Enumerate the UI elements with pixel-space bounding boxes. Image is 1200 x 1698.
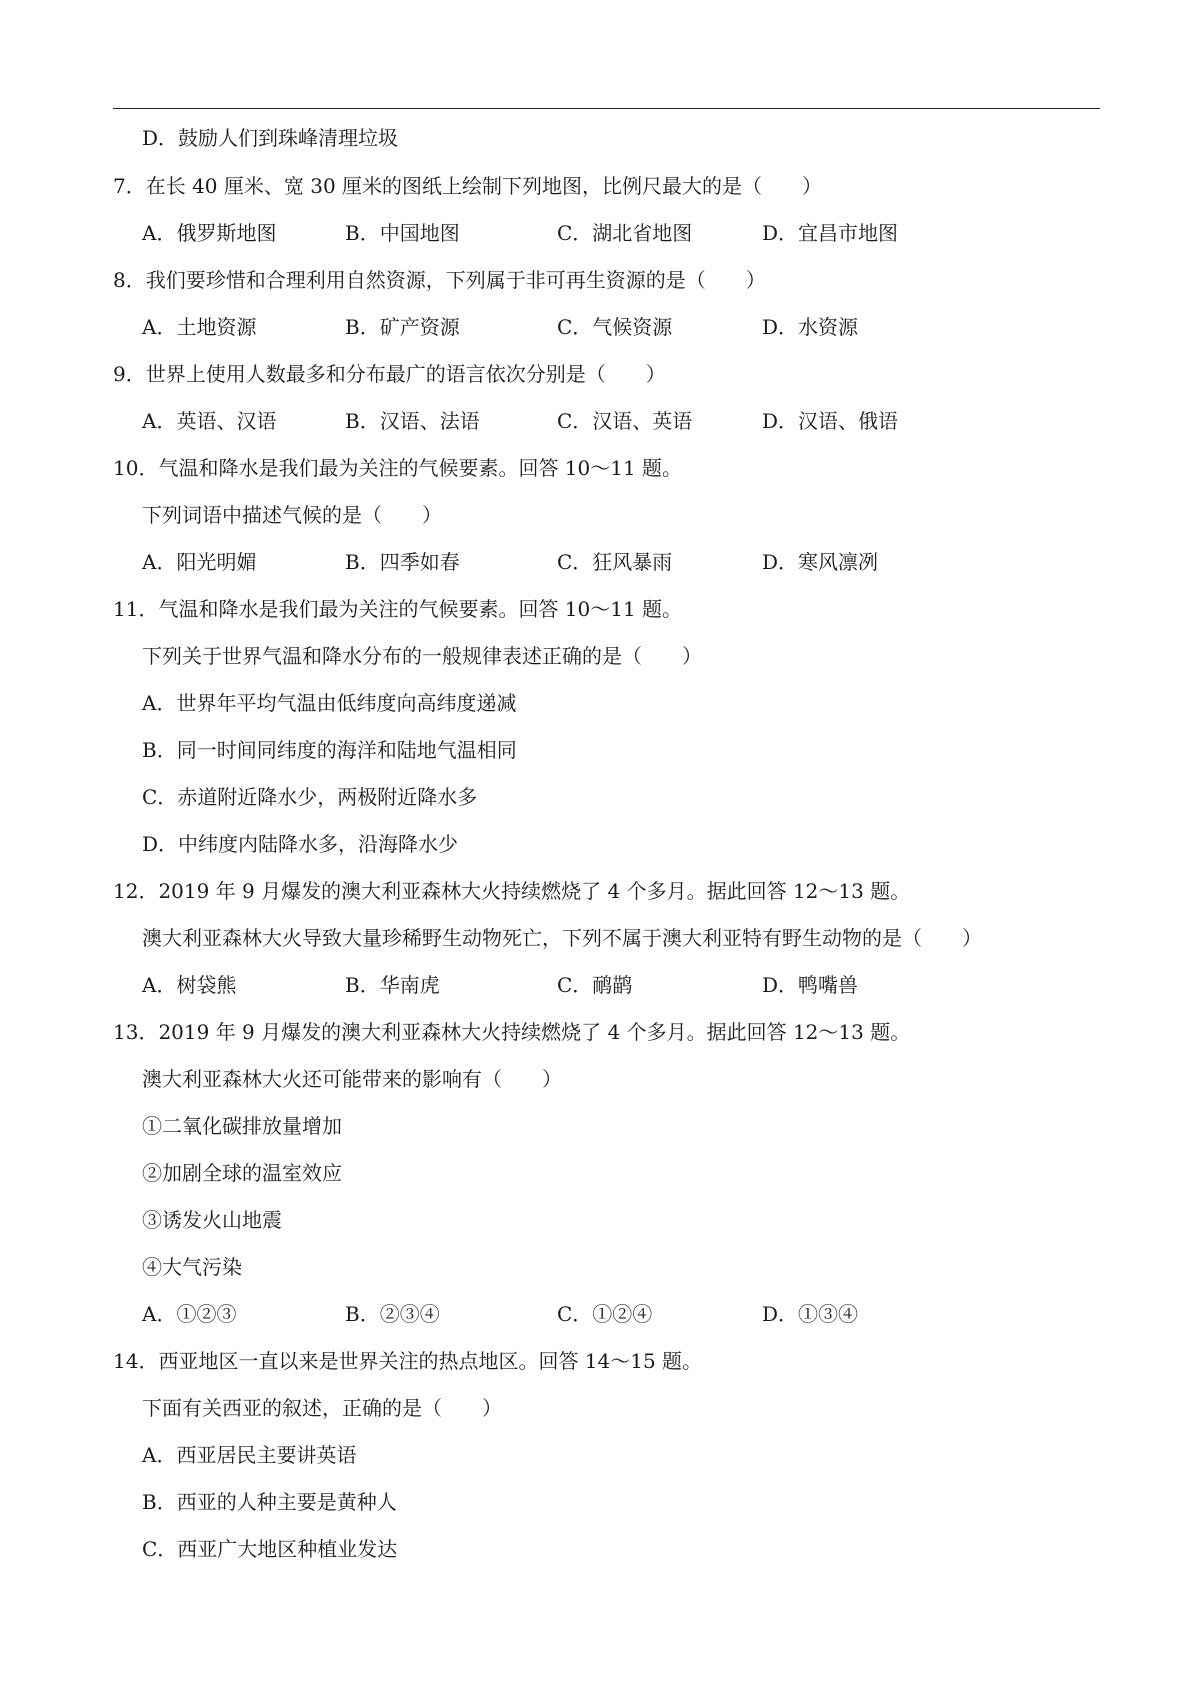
q14-option-c: C．西亚广大地区种植业发达 xyxy=(142,1537,398,1561)
header-rule xyxy=(113,108,1100,109)
q11-option-d: D．中纬度内陆降水多，沿海降水少 xyxy=(142,832,459,856)
q10-option-a: A．阳光明媚 xyxy=(142,550,257,574)
q13-stem: 13．2019 年 9 月爆发的澳大利亚森林大火持续燃烧了 4 个多月。据此回答 12～13 题。 xyxy=(113,1020,911,1044)
q10-option-c: C．狂风暴雨 xyxy=(557,550,673,574)
q6-option-d: D．鼓励人们到珠峰清理垃圾 xyxy=(142,126,399,150)
q13-option-a: A．①②③ xyxy=(142,1302,237,1326)
q10-sub: 下列词语中描述气候的是（ ） xyxy=(142,503,442,527)
q9-option-d: D．汉语、俄语 xyxy=(762,409,899,433)
q11-sub: 下列关于世界气温和降水分布的一般规律表述正确的是（ ） xyxy=(142,644,702,668)
q8-option-c: C．气候资源 xyxy=(557,315,673,339)
q7-option-d: D．宜昌市地图 xyxy=(762,221,899,245)
q9-stem: 9．世界上使用人数最多和分布最广的语言依次分别是（ ） xyxy=(113,362,666,386)
q13-item-1: ①二氧化碳排放量增加 xyxy=(142,1114,342,1138)
q12-option-d: D．鸭嘴兽 xyxy=(762,973,859,997)
q11-option-c: C．赤道附近降水少，两极附近降水多 xyxy=(142,785,478,809)
q7-stem: 7．在长 40 厘米、宽 30 厘米的图纸上绘制下列地图，比例尺最大的是（ ） xyxy=(113,174,823,198)
q8-option-a: A．土地资源 xyxy=(142,315,257,339)
q13-item-4: ④大气污染 xyxy=(142,1255,242,1279)
q14-sub: 下面有关西亚的叙述，正确的是（ ） xyxy=(142,1396,502,1420)
q14-option-a: A．西亚居民主要讲英语 xyxy=(142,1443,357,1467)
q9-option-a: A．英语、汉语 xyxy=(142,409,277,433)
q12-option-c: C．鸸鹋 xyxy=(557,973,633,997)
q12-sub: 澳大利亚森林大火导致大量珍稀野生动物死亡，下列不属于澳大利亚特有野生动物的是（ ） xyxy=(142,926,982,950)
q14-option-b: B．西亚的人种主要是黄种人 xyxy=(142,1490,397,1514)
q13-item-3: ③诱发火山地震 xyxy=(142,1208,282,1232)
q13-option-b: B．②③④ xyxy=(345,1302,440,1326)
q11-option-a: A．世界年平均气温由低纬度向高纬度递减 xyxy=(142,691,517,715)
q14-stem: 14．西亚地区一直以来是世界关注的热点地区。回答 14～15 题。 xyxy=(113,1349,703,1373)
q10-stem: 10．气温和降水是我们最为关注的气候要素。回答 10～11 题。 xyxy=(113,456,683,480)
q13-sub: 澳大利亚森林大火还可能带来的影响有（ ） xyxy=(142,1067,562,1091)
q7-option-a: A．俄罗斯地图 xyxy=(142,221,277,245)
q12-option-b: B．华南虎 xyxy=(345,973,440,997)
q10-option-d: D．寒风凛冽 xyxy=(762,550,879,574)
q8-option-d: D．水资源 xyxy=(762,315,859,339)
q8-option-b: B．矿产资源 xyxy=(345,315,460,339)
q9-option-c: C．汉语、英语 xyxy=(557,409,693,433)
q12-option-a: A．树袋熊 xyxy=(142,973,237,997)
q7-option-b: B．中国地图 xyxy=(345,221,460,245)
q11-stem: 11．气温和降水是我们最为关注的气候要素。回答 10～11 题。 xyxy=(113,597,683,621)
q13-option-d: D．①③④ xyxy=(762,1302,859,1326)
q8-stem: 8．我们要珍惜和合理利用自然资源，下列属于非可再生资源的是（ ） xyxy=(113,268,766,292)
q7-option-c: C．湖北省地图 xyxy=(557,221,693,245)
q13-option-c: C．①②④ xyxy=(557,1302,653,1326)
q11-option-b: B．同一时间同纬度的海洋和陆地气温相同 xyxy=(142,738,517,762)
q12-stem: 12．2019 年 9 月爆发的澳大利亚森林大火持续燃烧了 4 个多月。据此回答 12～13 题。 xyxy=(113,879,911,903)
q13-item-2: ②加剧全球的温室效应 xyxy=(142,1161,342,1185)
q9-option-b: B．汉语、法语 xyxy=(345,409,480,433)
q10-option-b: B．四季如春 xyxy=(345,550,460,574)
